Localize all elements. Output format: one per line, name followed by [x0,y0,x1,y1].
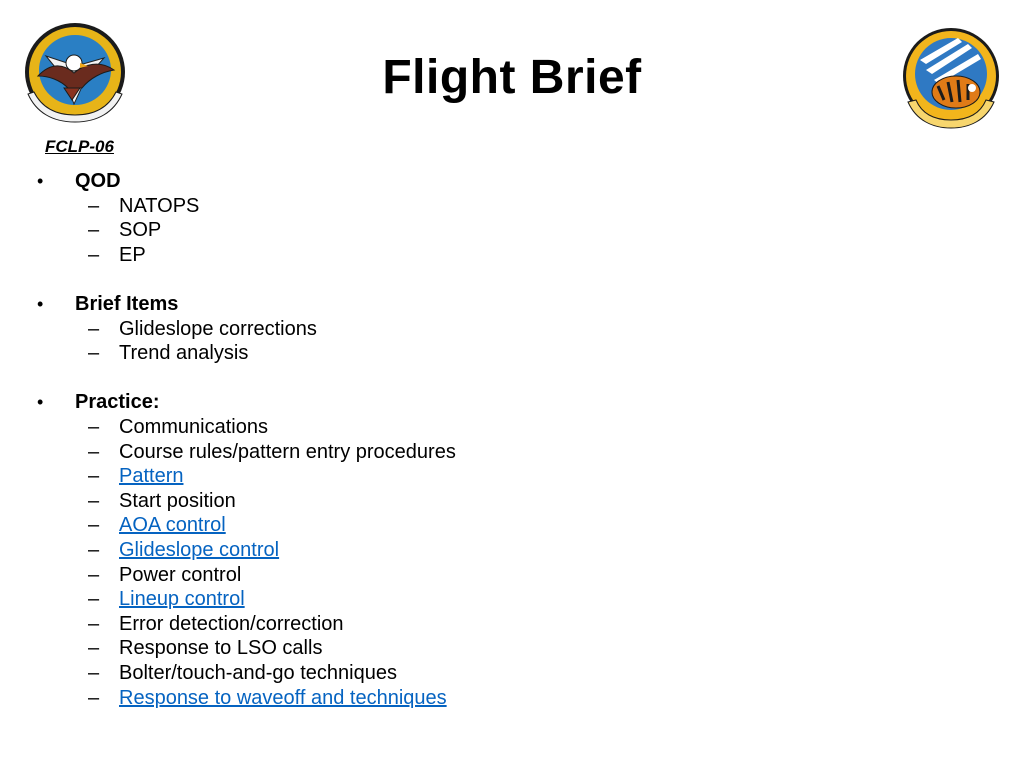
list-item [88,243,146,267]
list-item[interactable] [88,513,226,537]
section-heading-label: QOD [75,170,121,192]
list-item[interactable] [88,464,183,488]
list-item-text: Glideslope corrections [119,318,317,340]
slide-code-label: FCLP-06 [45,137,114,156]
list-item [88,341,248,365]
dash-marker: – [88,687,100,709]
section-heading [37,169,121,193]
list-item-link[interactable]: Response to waveoff and techniques [119,687,447,709]
list-item[interactable] [88,686,447,710]
list-item-text: EP [119,244,146,266]
list-item-text: Response to LSO calls [119,637,323,659]
list-item-link[interactable]: AOA control [119,514,226,536]
list-item [88,563,241,587]
slide-title: Flight Brief [382,51,642,104]
list-item-text: Power control [119,564,242,586]
dash-marker: – [88,318,100,340]
list-item [88,194,199,218]
dash-marker: – [88,416,100,438]
dash-marker: – [88,662,100,684]
list-item-link[interactable]: Pattern [119,465,184,487]
dash-marker: – [88,637,100,659]
list-item-text: Course rules/pattern entry procedures [119,441,456,463]
list-item [88,489,236,513]
dash-marker: – [88,490,100,512]
list-item [88,661,397,685]
dash-marker: – [88,514,100,536]
dash-marker: – [88,342,100,364]
dash-marker: – [88,588,100,610]
list-item [88,218,161,242]
section-heading [37,292,178,316]
list-item-link[interactable]: Glideslope control [119,539,280,561]
list-item [88,440,456,464]
dash-marker: – [88,465,100,487]
section-heading-label: Brief Items [75,293,179,315]
bullet-marker: • [37,392,44,412]
list-item-text: NATOPS [119,195,200,217]
list-item-text: SOP [119,219,162,241]
dash-marker: – [88,441,100,463]
dash-marker: – [88,219,100,241]
list-item-text: Bolter/touch-and-go techniques [119,662,397,684]
section-heading-label: Practice: [75,391,160,413]
list-item [88,612,344,636]
list-item [88,317,317,341]
list-item-text: Error detection/correction [119,613,344,635]
bullet-marker: • [37,171,44,191]
list-item-text: Communications [119,416,268,438]
list-item-text: Start position [119,490,236,512]
dash-marker: – [88,539,100,561]
list-item [88,636,322,660]
section-heading [37,390,160,414]
list-item-link[interactable]: Lineup control [119,588,245,610]
list-item[interactable] [88,587,245,611]
list-item [88,415,268,439]
dash-marker: – [88,613,100,635]
dash-marker: – [88,564,100,586]
list-item[interactable] [88,538,279,562]
dash-marker: – [88,244,100,266]
dash-marker: – [88,195,100,217]
bullet-marker: • [37,294,44,314]
list-item-text: Trend analysis [119,342,249,364]
